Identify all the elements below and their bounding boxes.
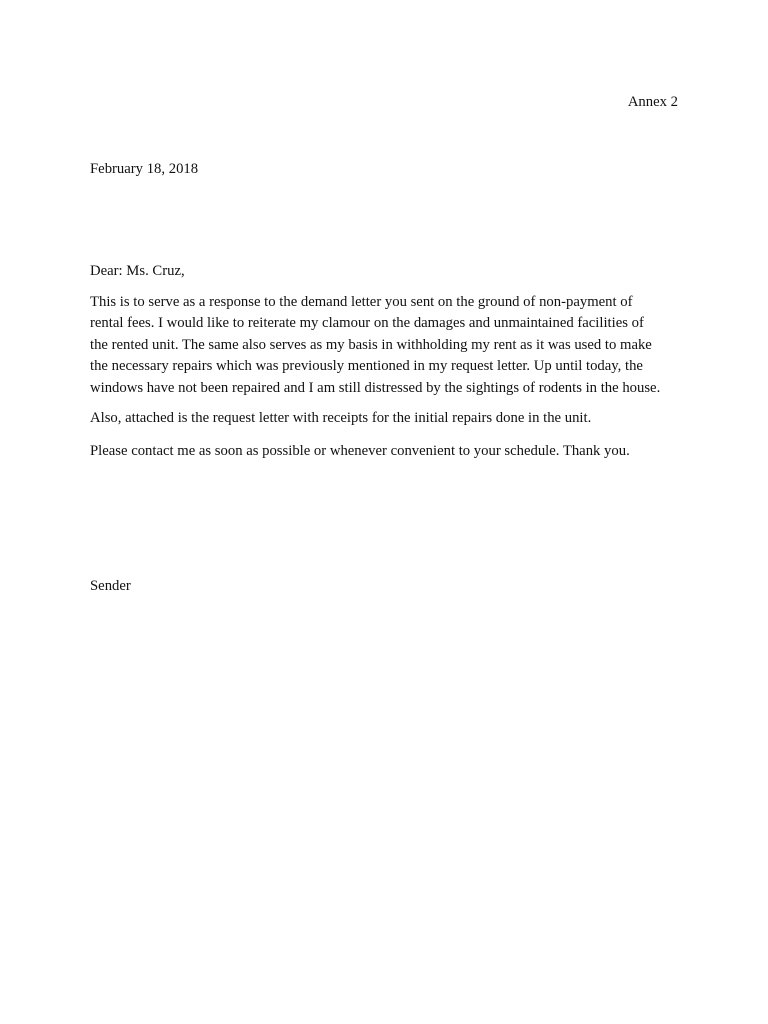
annex-label: Annex 2: [627, 94, 678, 110]
paragraph-line: rental fees. I would like to reiterate my clamour on the damages and unmaintained facilities of: [90, 315, 644, 332]
body-paragraph-3: [90, 441, 690, 462]
letter-date: February 18, 2018: [90, 161, 199, 177]
salutation: Dear: Ms. Cruz,: [90, 263, 185, 279]
paragraph-line: Please contact me as soon as possible or whenever convenient to your schedule. Thank you.: [90, 443, 630, 459]
body-paragraph-2: [90, 408, 690, 429]
paragraph-line: Also, attached is the request letter with receipts for the initial repairs done in the unit.: [90, 410, 592, 426]
paragraph-line: This is to serve as a response to the demand letter you sent on the ground of non-payment of: [90, 294, 633, 310]
paragraph-line: the rented unit. The same also serves as my basis in withholding my rent as it was used to make: [90, 336, 652, 353]
paragraph-line: windows have not been repaired and I am still distressed by the sightings of rodents in the house.: [90, 379, 661, 396]
signature-sender: Sender: [90, 578, 131, 594]
paragraph-line: the necessary repairs which was previously mentioned in my request letter. Up until today, the: [90, 358, 643, 375]
body-paragraph-1: [90, 292, 690, 399]
